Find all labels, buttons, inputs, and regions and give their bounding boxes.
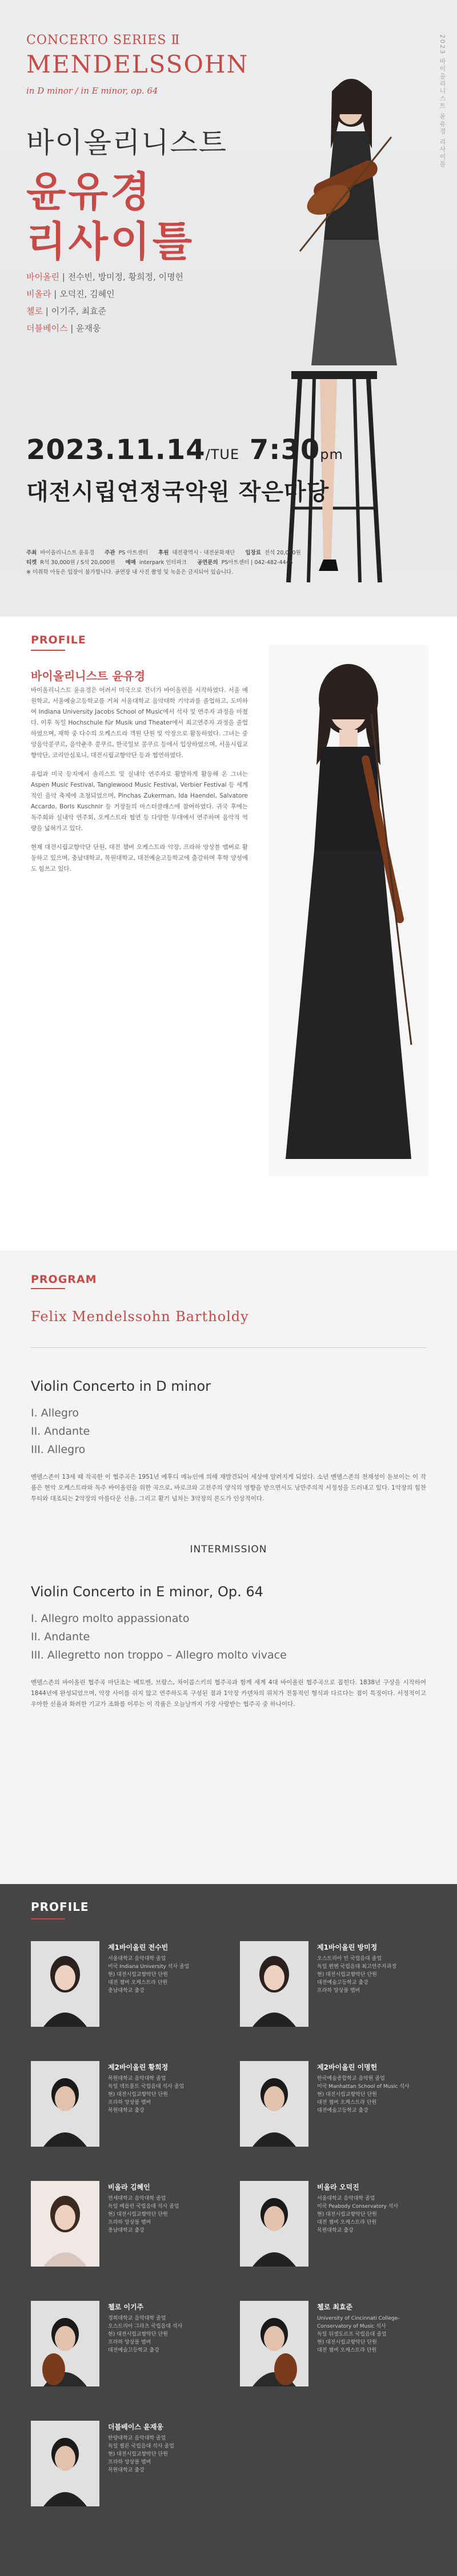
member-name: 첼로 이기주 (108, 2303, 144, 2311)
member-photo (31, 2421, 99, 2506)
member-name: 제2바이올린 이명헌 (317, 2063, 378, 2071)
credits-block (26, 548, 426, 577)
performer-row: 더블베이스 | 윤재웅 (26, 323, 101, 333)
performer-row: 바이올린 | 전수빈, 방미정, 황희정, 이명헌 (26, 272, 184, 282)
member-photo (31, 1941, 99, 2027)
program-divider (31, 1347, 426, 1348)
program-heading: PROGRAM (31, 1273, 97, 1286)
title-line-1: 바이올리니스트 (26, 126, 228, 159)
member-desc: 오스트리아 빈 국립음대 졸업 독일 뮌헨 국립음대 최고연주자과정 현) 대전시립교향악단 단원 대전예술고등학교 출강 프라하 앙상블 멤버 (317, 1956, 396, 1994)
violinist-portrait (268, 645, 428, 1176)
credits-row: 주최 바이올리니스트 윤유경 주관 PS 아트센터 후원 대전광역시 · 대전문화재단 입장료 전석 20,000원 (26, 550, 301, 556)
piece-2-movement: I. Allegro molto appassionato (31, 1612, 190, 1625)
member-photo (240, 2301, 308, 2386)
member-photo (31, 2181, 99, 2267)
member-desc: University of Cincinnati College-Conservatory of Music 석사 독일 뒤셀도르프 국립음대 졸업 현) 대전시립교향악단 단원 대전 챔버 오케스트라 단원 (317, 2316, 400, 2353)
profile-heading: PROFILE (31, 634, 86, 646)
performers-list (26, 268, 183, 337)
series-label: CONCERTO SERIES Ⅱ (26, 33, 181, 47)
member-photo (240, 2181, 308, 2267)
piece-1-note: 멘델스존이 13세 때 작곡한 이 협주곡은 1951년 예후디 메뉴인에 의해 재발견되어 세상에 알려지게 되었다. 소년 멘델스존의 천재성이 돋보이는 이 작품은 현악 오케스트라와 독주 바이올린을 위한 곡으로, 바로크와 고전주의 양식의 영향을 받으면서도 낭만주의적 서정성을 드러내고 있다. 1악장의 힘찬 투티와 대조되는 2악장의 아름다운 선율, 그리고 활기 넘치는 3악장의 론도가 인상적이다. (31, 1474, 426, 1502)
bio-paragraph: 현재 대전시립교향악단 단원, 대전 챔버 오케스트라 악장, 프라하 앙상블 멤버로 활동하고 있으며, 충남대학교, 목원대학교, 대전예술고등학교에 출강하며 후학 양성에도 힘쓰고 있다. (31, 844, 248, 872)
concert-venue: 대전시립연정국악원 작은마당 (26, 479, 330, 505)
series-subtitle: in D minor / in E minor, op. 64 (26, 86, 158, 96)
title-line-3: 리사이틀 (26, 218, 195, 265)
piece-2-title: Violin Concerto in E minor, Op. 64 (31, 1584, 263, 1600)
member-name: 비올라 오덕진 (317, 2183, 359, 2191)
member-desc: 한양대학교 음악대학 졸업 독일 쾰른 국립음대 석사 졸업 현) 대전시립교향악단 단원 프라하 앙상블 멤버 목원대학교 출강 (108, 2436, 174, 2473)
member-name: 제1바이올린 방미정 (317, 1943, 378, 1951)
heading-rule (31, 1918, 65, 1919)
piece-1-movement: I. Allegro (31, 1407, 79, 1419)
bio-paragraph: 유럽과 미국 등지에서 솔리스트 및 실내악 연주자로 활발하게 활동해 온 그녀는 Aspen Music Festival, Tanglewood Music Festival, Verbier Festival 등 세계적인 음악 축제에 초청되었으며, Pinchas Zukerman, Ida Haendel, Salvatore Accardo, Boris Kuschnir 등 거장들의 마스터클래스에 참여하였다. 귀국 후에는 독주회와 실내악 연주회, 오케스트라 협연 등 다양한 무대에서 연주하며 음악적 역량을 넓혀가고 있다. (31, 771, 248, 832)
member-card (31, 2181, 225, 2272)
member-desc: 목원대학교 음악대학 졸업 독일 데트몰트 국립음대 석사 졸업 현) 대전시립교향악단 단원 프라하 앙상블 멤버 목원대학교 출강 (108, 2076, 185, 2114)
member-card (240, 2181, 434, 2272)
ticket-link[interactable]: 예매 interpark 인터파크 (125, 560, 187, 566)
member-desc: 서울대학교 음악대학 졸업 미국 Peabody Conservatory 석사 현) 대전시립교향악단 단원 대전 챔버 오케스트라 단원 목원대학교 출강 (317, 2196, 399, 2233)
member-name: 제2바이올린 황희정 (108, 2063, 169, 2071)
vertical-caption: 2023 바이올리니스트 윤유경 리사이틀 (439, 34, 446, 168)
piece-1-title: Violin Concerto in D minor (31, 1378, 211, 1394)
member-name: 비올라 김혜인 (108, 2183, 150, 2191)
member-card (240, 2061, 434, 2152)
profile-section (0, 617, 457, 1250)
intermission-label: INTERMISSION (190, 1544, 267, 1555)
title-line-2: 윤유경 (26, 168, 153, 216)
profile-name: 바이올리니스트 윤유경 (31, 669, 146, 683)
member-name: 제1바이올린 전수빈 (108, 1943, 169, 1951)
series-composer: MENDELSSOHN (26, 50, 249, 78)
member-name: 더블베이스 윤재웅 (108, 2423, 163, 2431)
member-card (31, 2421, 225, 2512)
program-composer: Felix Mendelssohn Bartholdy (31, 1309, 249, 1325)
piece-1-movement: II. Andante (31, 1425, 90, 1438)
member-desc: 연세대학교 음악대학 졸업 독일 베를린 국립음대 석사 졸업 현) 대전시립교향악단 단원 프라하 앙상블 멤버 충남대학교 출강 (108, 2196, 179, 2233)
member-photo (31, 2061, 99, 2147)
member-card (31, 1941, 225, 2032)
member-photo (240, 2061, 308, 2147)
member-card (31, 2301, 225, 2392)
member-photo (31, 2301, 99, 2386)
piece-2-note: 멘델스존의 바이올린 협주곡 마단조는 베토벤, 브람스, 차이콥스키의 협주곡과 함께 세계 4대 바이올린 협주곡으로 꼽힌다. 1838년 구상을 시작하여 1844년에 완성되었으며, 악장 사이를 쉬지 않고 연주하도록 구성된 점과 1악장 카덴차의 위치가 전통적인 형식과 다르다는 점이 특징이다. 서정적이고 우아한 선율과 화려한 기교가 조화를 이루는 이 작품은 오늘날까지 가장 사랑받는 협주곡 중 하나이다. (31, 1679, 426, 1708)
member-name: 첼로 최효준 (317, 2303, 353, 2311)
concert-date: 2023.11.14/TUE 7:30pm (26, 434, 343, 466)
member-card (31, 2061, 225, 2152)
member-photo (240, 1941, 308, 2027)
piece-1-movement: III. Allegro (31, 1443, 86, 1456)
piece-2-movement: III. Allegretto non troppo – Allegro molto vivace (31, 1649, 287, 1661)
member-desc: 경희대학교 음악대학 졸업 오스트리아 그라츠 국립음대 석사 현) 대전시립교향악단 단원 프라하 앙상블 멤버 대전예술고등학교 출강 (108, 2316, 183, 2353)
hero-section (0, 0, 457, 617)
member-card (240, 2301, 434, 2392)
members-section (0, 1884, 457, 2576)
member-desc: 서울대학교 음악대학 졸업 미국 Indiana University 석사 졸업 현) 대전시립교향악단 단원 대전 챔버 오케스트라 단원 충남대학교 출강 (108, 1956, 190, 1994)
credits-note: ※ 미취학 아동은 입장이 불가합니다. 공연장 내 사진 촬영 및 녹음은 금지되어 있습니다. (26, 569, 234, 575)
member-card (240, 1941, 434, 2032)
credits-row: 티켓 R석 30,000원 / S석 20,000원 예매 interpark 인터파크 공연문의 PS아트센터 | 042-482-4445 (26, 558, 426, 567)
stool-figure (268, 240, 400, 594)
piece-2-movement: II. Andante (31, 1631, 90, 1643)
performer-row: 비올라 | 오덕진, 김혜인 (26, 289, 115, 299)
members-heading: PROFILE (31, 1900, 89, 1914)
heading-rule (31, 1288, 65, 1289)
heading-rule (31, 650, 65, 651)
profile-bio (31, 685, 248, 883)
performer-row: 첼로 | 이기주, 최효준 (26, 306, 107, 316)
bio-paragraph: 바이올리니스트 윤유경은 어려서 미국으로 건너가 바이올린을 시작하였다. 서울 예원학교, 서울예술고등학교를 거쳐 서울대학교 음악대학 기악과를 졸업하고, 도미하여 Indiana University Jacobs School of Music에서 석사 및 연주자 과정을 마쳤다. 이후 독일 Hochschule für Musik und Theater에서 최고연주자 과정을 졸업하였으며, 재학 중 다수의 오케스트라 객원 단원 및 악장으로 활동하였다. 그녀는 중앙음악콩쿠르, 음악춘추 콩쿠르, 한국일보 콩쿠르 등에서 입상하였으며, 서울시립교향악단, 코리안심포니, 대전시립교향악단 등과 협연하였다. (31, 687, 248, 759)
member-desc: 한국예술종합학교 음악원 졸업 미국 Manhattan School of Music 석사 현) 대전시립교향악단 단원 대전 챔버 오케스트라 단원 대전예술고등학교 출강 (317, 2076, 410, 2114)
